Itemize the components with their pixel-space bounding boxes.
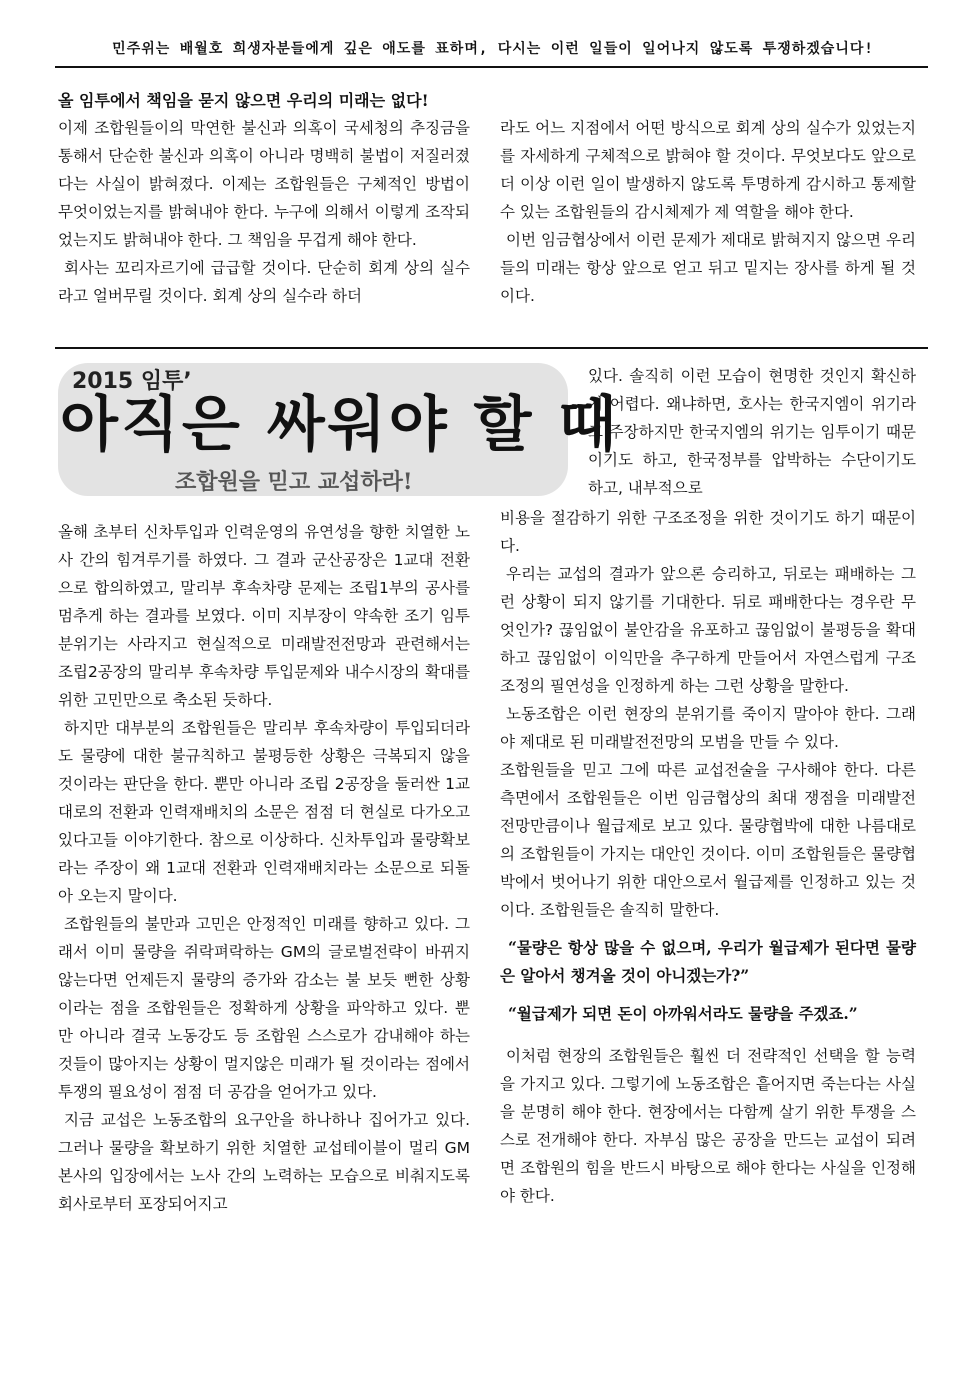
quote: “물량은 항상 많을 수 없으며, 우리가 월급제가 된다면 물량은 알아서 챙겨올 것이 아니겠는가?” — [500, 938, 916, 985]
quote: “월급제가 되면 돈이 아까워서라도 물량을 주겠죠.” — [508, 1004, 858, 1023]
paragraph: 지금 교섭은 노동조합의 요구안을 하나하나 집어가고 있다. 그러나 물량을 확보하기 위한 치열한 교섭테이블이 멀리 GM 본사의 입장에서는 노사 간의 노력하는 모습으로 비춰지도록 회사로부터 포장되어지고 — [58, 1111, 470, 1213]
paragraph: 조합원들의 불만과 고민은 안정적인 미래를 향하고 있다. 그래서 이미 물량을 쥐락펴락하는 GM의 글로벌전략이 바뀌지 않는다면 언제든지 물량의 증가와 감소는 불 보듯 뻔한 상황이라는 점을 조합원들은 정확하게 상황을 파악하고 있다. 뿐만 아니라 결국 노동강도 등 조합원 스스로가 감내해야 하는 것들이 많아지는 상황이 멀지않은 미래가 될 것이라는 점에서 투쟁의 필요성이 점점 더 공감을 얻어가고 있다. — [58, 915, 470, 1101]
paragraph: 조합원들을 믿고 그에 따른 교섭전술을 구사해야 한다. 다른 측면에서 조합원들은 이번 임금협상의 최대 쟁점을 미래발전전망만큼이나 월급제로 보고 있다. 물량협박에 대한 나름대로의 조합원들이 가지는 대안인 것이다. 이미 조합원들은 물량협박에서 벗어나기 위한 대안으로서 월급제를 인정하고 있는 것이다. 조합원들은 솔직히 말한다. — [500, 761, 916, 919]
paragraph: 회사는 꼬리자르기에 급급할 것이다. 단순히 회계 상의 실수라고 얼버무릴 것이다. 회계 상의 실수라 하더 — [58, 259, 470, 305]
paragraph: 있다. 솔직히 이런 모습이 현명한 것인지 확신하기 어렵다. 왜냐하면, 호사는 한국지엠이 위기라고 주장하지만 한국지엠의 위기는 임투이기 때문이기도 하고, 한국정부를 압박하는 수단이기도 하고, 내부적으로 — [588, 367, 916, 497]
paragraph: 이처럼 현장의 조합원들은 훨씬 더 전략적인 선택을 할 능력을 가지고 있다. 그렇기에 노동조합은 흩어지면 죽는다는 사실을 분명히 해야 한다. 현장에서는 다함께 살기 위한 투쟁을 스스로 전개해야 한다. 자부심 많은 공장을 만드는 교섭이 되려면 조합원의 힘을 반드시 바탕으로 해야 한다는 사실을 인정해야 한다. — [500, 1047, 916, 1205]
headline-main: 아직은 싸워야 할 때 — [60, 390, 620, 460]
top-banner: 민주위는 배월호 희생자분들에게 깊은 애도를 표하며, 다시는 이런 일들이 일어나지 않도록 투쟁하겠습니다! — [112, 41, 874, 57]
section1-left-column — [58, 88, 470, 310]
section1-title: 올 임투에서 책임을 묻지 않으면 우리의 미래는 없다! — [58, 91, 429, 110]
paragraph: 하지만 대부분의 조합원들은 말리부 후속차량이 투입되더라도 물량에 대한 불규칙하고 불평등한 상황은 극복되지 않을 것이라는 판단을 한다. 뿐만 아니라 조립 2공장을 둘러싼 1교대로의 전환과 인력재배치의 소문은 점점 더 현실로 다가오고 있다고들 이야기한다. 참으로 이상하다. 신차투입과 물량확보라는 주장이 왜 1교대 전환과 인력재배치라는 소문으로 되돌아 오는지 말이다. — [58, 719, 470, 905]
section2-right-column — [500, 504, 916, 1210]
paragraph: 노동조합은 이런 현장의 분위기를 죽이지 말아야 한다. 그래야 제대로 된 미래발전전망의 모범을 만들 수 있다. — [500, 705, 916, 751]
section2-right-top — [588, 362, 916, 502]
top-rule — [55, 66, 928, 68]
headline-subtitle: 조합원을 믿고 교섭하라! — [175, 469, 413, 495]
headline-year: 2015 임투’ — [72, 369, 192, 394]
section1-right-column — [500, 114, 916, 310]
section-divider — [55, 347, 928, 349]
paragraph: 우리는 교섭의 결과가 앞으론 승리하고, 뒤로는 패배하는 그런 상황이 되지 않기를 기대한다. 뒤로 패배한다는 경우란 무엇인가? 끊임없이 불안감을 유포하고 끊임없이 불평등을 확대하고 끊임없이 이익만을 추구하게 만들어서 자연스럽게 구조조정의 필연성을 인정하게 하는 그런 상황을 말한다. — [500, 565, 916, 695]
paragraph: 이번 임금협상에서 이런 문제가 제대로 밝혀지지 않으면 우리들의 미래는 항상 앞으로 얻고 뒤고 밑지는 장사를 하게 될 것이다. — [500, 231, 916, 305]
section2-left-column — [58, 518, 470, 1218]
paragraph: 올해 초부터 신차투입과 인력운영의 유연성을 향한 치열한 노사 간의 힘겨루기를 하였다. 그 결과 군산공장은 1교대 전환으로 합의하였고, 말리부 후속차량 문제는 조립1부의 공사를 멈추게 하는 결과를 보였다. 이미 지부장이 약속한 조기 임투 분위기는 사라지고 현실적으로 미래발전전망과 관련해서는 조립2공장의 말리부 후속차량 투입문제와 내수시장의 확대를 위한 고민만으로 축소된 듯하다. — [58, 523, 470, 709]
paragraph: 이제 조합원들이의 막연한 불신과 의혹이 국세청의 추징금을 통해서 단순한 불신과 의혹이 아니라 명백히 불법이 저질러졌다는 사실이 밝혀졌다. 이제는 조합원들은 구체적인 방법이 무엇이었는지를 밝혀내야 한다. 누구에 의해서 이렇게 조작되었는지도 밝혀내야 한다. 그 책임을 무겁게 해야 한다. — [58, 119, 470, 249]
paragraph: 비용을 절감하기 위한 구조조정을 위한 것이기도 하기 때문이다. — [500, 509, 916, 555]
paragraph: 라도 어느 지점에서 어떤 방식으로 회계 상의 실수가 있었는지를 자세하게 구체적으로 밝혀야 할 것이다. 무엇보다도 앞으로 더 이상 이런 일이 발생하지 않도록 투명하게 감시하고 통제할 수 있는 조합원들의 감시체제가 제 역할을 해야 한다. — [500, 119, 916, 221]
